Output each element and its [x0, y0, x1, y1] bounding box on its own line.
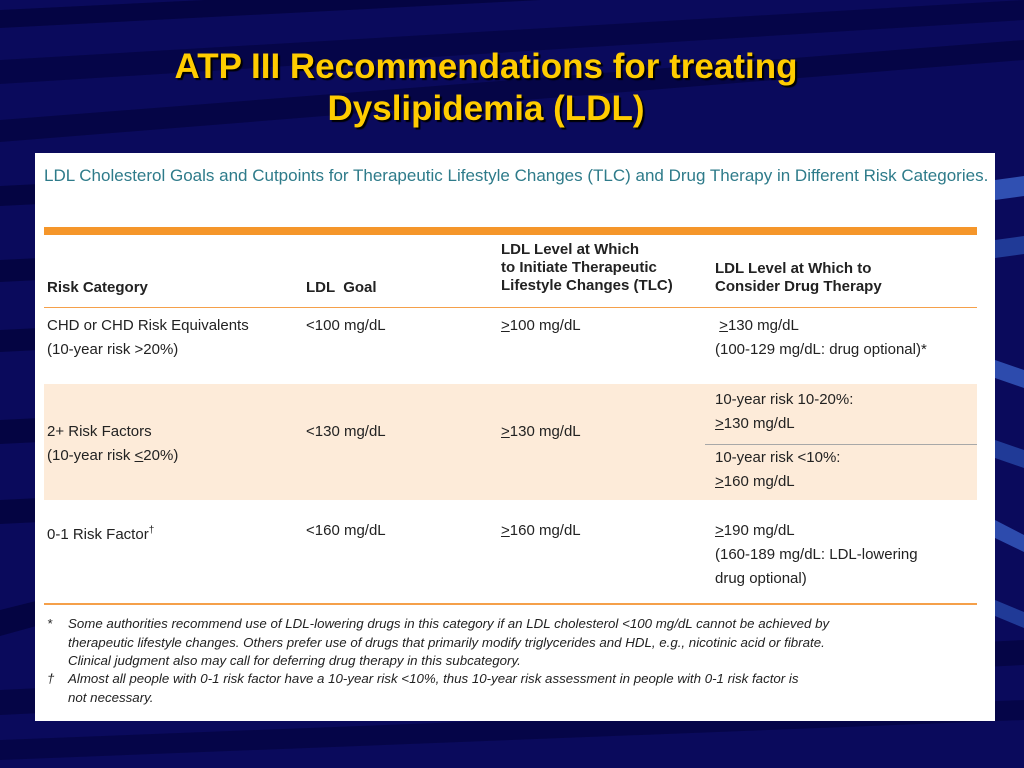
slide-title-line-1: ATP III Recommendations for treating — [174, 47, 798, 86]
row-3-drug-operator: > — [715, 522, 724, 539]
row-2-drug-b-line-2 — [715, 470, 840, 494]
row-2-drug-b-line-1: 10-year risk <10%: — [715, 449, 841, 466]
row-3-tlc-operator: > — [501, 522, 510, 539]
row-3-risk-label: 0-1 Risk Factor — [47, 526, 149, 543]
footnote-dagger-line-1: Almost all people with 0-1 risk factor have a 10-year risk <10%, thus 10-year risk assessment in people with 0-1 risk factor is — [68, 671, 799, 686]
row-3-drug-level — [715, 519, 918, 591]
row-2-drug-b-value: 160 mg/dL — [723, 473, 795, 490]
header-risk-category: Risk Category — [47, 279, 148, 296]
slide-title-line-2: Dyslipidemia (LDL) — [327, 89, 645, 128]
footnote-asterisk-mark: * — [47, 616, 53, 631]
footnote-dagger — [47, 670, 982, 707]
row-1-drug-value: 130 mg/dL — [727, 317, 799, 334]
row-3-drug-threshold — [715, 519, 918, 543]
row-1-drug-threshold — [715, 314, 927, 338]
row-3-dagger-mark: † — [148, 525, 155, 536]
row-2-drug-level-a — [715, 388, 853, 436]
footnote-asterisk-line-2: therapeutic lifestyle changes. Others prefer use of drugs that primarily modify triglycerides and HDL, e.g., nicotinic acid or fibrate. — [68, 634, 825, 650]
table-bottom-rule — [44, 603, 977, 605]
row-1-tlc-operator: > — [501, 317, 510, 334]
row-3-drug-note-1: (160-189 mg/dL: LDL-lowering — [715, 546, 918, 563]
header-bottom-rule — [44, 307, 977, 308]
footnote-dagger-mark: † — [47, 671, 55, 686]
slide-title — [60, 46, 912, 130]
row-1-risk-line-1: CHD or CHD Risk Equivalents — [47, 317, 249, 334]
row-2-drug-a-operator: > — [715, 415, 724, 432]
footnote-asterisk-line-1: Some authorities recommend use of LDL-lowering drugs in this category if an LDL cholesterol <100 mg/dL cannot be achieved by — [68, 616, 830, 631]
table-caption: LDL Cholesterol Goals and Cutpoints for Therapeutic Lifestyle Changes (TLC) and Drug Therapy in Different Risk Categories. — [44, 166, 989, 185]
row-3-tlc-level — [501, 519, 581, 543]
header-ldl-goal: LDL Goal — [306, 279, 377, 296]
row-2-drug-a-line-1: 10-year risk 10-20%: — [715, 391, 854, 408]
row-2-risk-line-2-suffix: 20%) — [143, 447, 179, 464]
header-accent-bar — [44, 227, 977, 235]
header-tlc-line-1: LDL Level at Which — [501, 241, 640, 258]
row-2-ldl-goal: <130 mg/dL — [306, 423, 386, 440]
header-tlc-level — [501, 241, 673, 295]
row-1-risk-line-2: (10-year risk >20%) — [47, 341, 179, 358]
row-3-risk-line-1 — [47, 519, 154, 547]
row-2-drug-b-operator: > — [715, 473, 724, 490]
row-2-risk-category — [47, 420, 178, 468]
row-1-tlc-value: 100 mg/dL — [509, 317, 581, 334]
row-3-drug-note-2: drug optional) — [715, 570, 807, 587]
row-3-risk-category — [47, 519, 154, 547]
row-2-risk-line-2 — [47, 444, 178, 468]
row-1-risk-category — [47, 314, 249, 362]
row-1-drug-level — [715, 314, 927, 362]
ldl-table-panel — [35, 153, 995, 721]
row-3-ldl-goal: <160 mg/dL — [306, 522, 386, 539]
row-1-ldl-goal: <100 mg/dL — [306, 317, 386, 334]
row-2-tlc-value: 130 mg/dL — [509, 423, 581, 440]
header-drug-line-2: Consider Drug Therapy — [715, 278, 882, 295]
row-2-drug-level-b — [715, 446, 840, 494]
row-3-drug-value: 190 mg/dL — [723, 522, 795, 539]
row-3-tlc-value: 160 mg/dL — [509, 522, 581, 539]
row-2-risk-operator: < — [134, 447, 144, 464]
row-1-tlc-level — [501, 314, 581, 338]
row-2-tlc-operator: > — [501, 423, 510, 440]
row-2-drug-a-line-2 — [715, 412, 853, 436]
header-drug-level — [715, 260, 882, 296]
header-tlc-line-3: Lifestyle Changes (TLC) — [501, 277, 673, 294]
row-2-tlc-level — [501, 420, 581, 444]
row-1-drug-operator: > — [719, 317, 728, 334]
header-drug-line-1: LDL Level at Which to — [715, 260, 872, 277]
row-2-risk-line-1: 2+ Risk Factors — [47, 423, 152, 440]
footnote-asterisk — [47, 615, 982, 671]
row-2-drug-divider — [705, 444, 977, 445]
row-2-drug-a-value: 130 mg/dL — [723, 415, 795, 432]
row-1-drug-note: (100-129 mg/dL: drug optional)* — [715, 341, 927, 358]
footnote-dagger-line-2: not necessary. — [68, 689, 154, 705]
row-2-risk-line-2-prefix: (10-year risk — [47, 447, 135, 464]
header-tlc-line-2: to Initiate Therapeutic — [501, 259, 657, 276]
footnote-asterisk-line-3: Clinical judgment also may call for deferring drug therapy in this subcategory. — [68, 653, 521, 668]
